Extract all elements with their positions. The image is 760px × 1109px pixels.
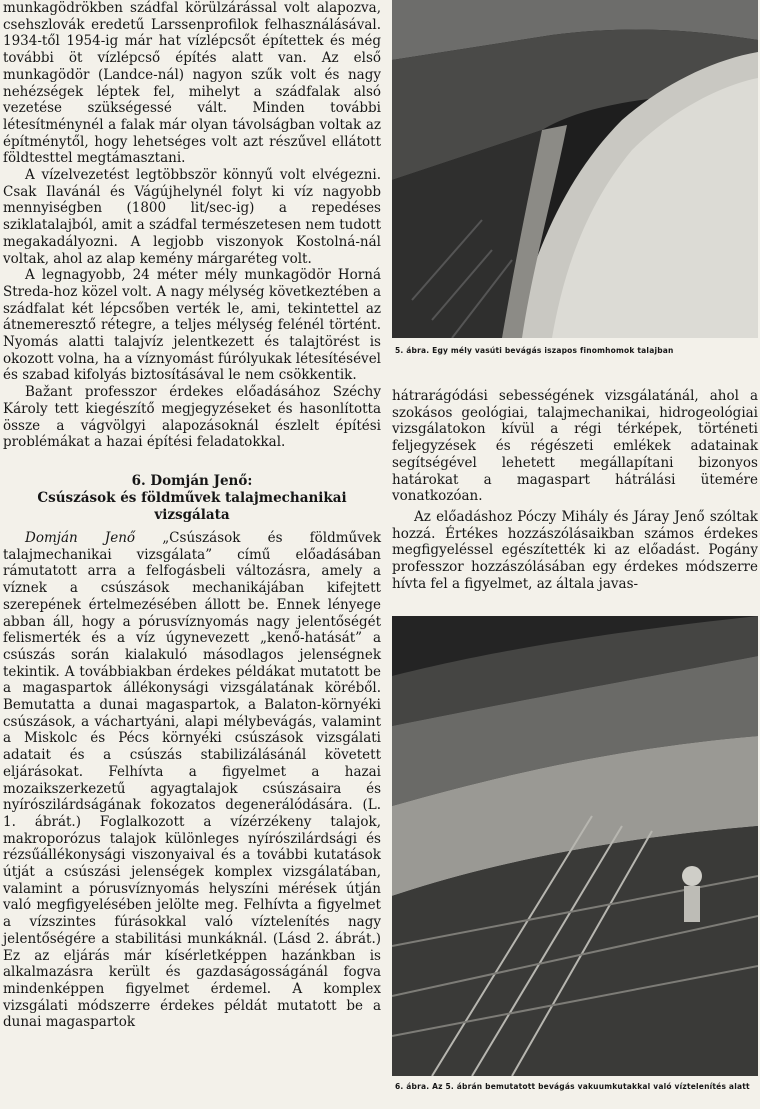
section-subtitle: Csúszások és földművek talajmechanikai vizsgálata: [37, 489, 347, 523]
dewatering-photo: [392, 616, 758, 1076]
figure-6-caption: 6. ábra. Az 5. ábrán bemutatott bevágás vakuumkutakkal való víztelenítés alatt: [395, 1082, 750, 1091]
section-author: Domján Jenő: [25, 529, 136, 546]
section-paragraph: [3, 530, 381, 1031]
section-heading: [3, 473, 381, 524]
paragraph: Az előadáshoz Póczy Mihály és Járay Jenő szóltak hozzá. Értékes hozzászólásaikban számos érdekes megfigyeléssel egészítették ki az előadást. Pogány professzor hozzászólásában egy érdekes módszerre hívta fel a figyelmet, az általa javas-: [392, 508, 758, 592]
paragraph: hátrarágódási sebességének vizsgálatánál, ahol a szokásos geológiai, talajmechanikai, hidrogeológiai vizsgálatokon kívül a régi térképek, történeti feljegyzések és régészeti emlékek adatainak segítségével lehetett megállapítani bizonyos határokat a magaspart hátrálási ütemére vonatkozóan.: [392, 388, 758, 505]
left-text-column: [3, 0, 381, 1109]
figure-6-photo: [392, 616, 758, 1076]
paragraph: munkagödrökben szádfal körülzárással volt alapozva, csehszlovák eredetű Larssenprofilok felhasználásával. 1934-től 1954-ig már hat vízlépcsőt építettek és még további öt vízlépcső építés alatt van. Az első munkagödör (Landce-nál) nagyon szűk volt és nagy nehézségek léptek fel, mihelyt a szádfalak alsó vezetése szükségessé vált. Minden további létesítménynél a falak már olyan távolságban voltak az építménytől, hogy lehetséges volt azt részűvel ellátott földtesttel megtámasztani.: [3, 0, 381, 167]
paragraph: Bažant professzor érdekes előadásához Széchy Károly tett kiegészítő megjegyzéseket és hasonlította össze a vágvölgyi alapozásoknál észlelt építési problémákat a hazai építési feladatokkal.: [3, 384, 381, 451]
railway-cut-photo: [392, 0, 758, 338]
paragraph: A vízelvezetést legtöbbször könnyű volt elvégezni. Csak Ilavánál és Vágújhelynél folyt ki víz nagyobb mennyiségben (1800 lit/sec-ig) a repedéses sziklatalajból, amit a szádfal természetesen nem tudott megakadályozni. A legjobb viszonyok Kostolná-nál voltak, ahol az alap kemény márgaréteg volt.: [3, 167, 381, 267]
paragraph: A legnagyobb, 24 méter mély munkagödör Horná Streda-hoz közel volt. A nagy mélység következtében a szádfalat két lépcsőben verték le, ami, tekintettel az átnemeresztő rétegre, a teljes mélység felénél történt. Nyomás alatti talajvíz jelentkezett és talajtörést is okozott volna, ha a víznyomást fúrólyukak létesítésével és szabad kifolyás biztosításával le nem csökkentik.: [3, 267, 381, 384]
figure-5-caption: 5. ábra. Egy mély vasúti bevágás iszapos finomhomok talajban: [395, 346, 674, 355]
figure-5-photo: [392, 0, 758, 338]
section-paragraph-text: „Csúszások és földművek talajmechanikai vizsgálata” című előadásában rámutatott arra a felfogásbeli változásra, amely a víznek a csúszások mechanikájában kifejtett szerepének értelmezésében állott be. Ennek lényege abban áll, hogy a pórusvíznyomás nagy jelentőségét felismerték és a víz úgynevezett „kenő-hatását” a csúszás során kialakuló másodlagos jelenségnek tekintik. A továbbiakban érdekes példákat mutatott be a magaspartok állékonysági vizsgálatának köréből. Bemutatta a dunai magaspartok, a Balaton-környéki csúszások, a váchartyáni, alapi mélybevágás, valamint a Miskolc és Pécs környéki csúszások vizsgálati adatait és a csúszás stabilizálásánál követett eljárásokat. Felhívta a figyelmet a hazai mozaikszerkezetű agyagtalajok csúszásaira és nyírószilárdságának fokozatos degenerálódására. (L. 1. ábrát.) Foglalkozott a vízérzékeny talajok, makroporózus talajok különleges nyírószilárdsági és rézsűállékonysági viszonyaival és a további kutatások útját a csúszási jelenségek komplex vizsgálatában, valamint a pórusvíznyomás helyszíni mérések útján való megfigyelésében jelölte meg. Felhívta a figyelmet a vízszintes fúrásokkal való víztelenítés nagy jelentőségére a stabilitási munkáknál. (Lásd 2. ábrát.) Ez az eljárás már kísérletképpen hazánkban is alkalmazásra került és gazdaságosságánál fogva mindenképpen figyelmet érdemel. A komplex vizsgálati módszerre érdekes példát mutatott be a dunai magaspartok: [3, 529, 382, 1031]
right-column: [392, 0, 758, 1109]
section-title: 6. Domján Jenő:: [131, 472, 253, 489]
right-text-block: [392, 388, 758, 592]
